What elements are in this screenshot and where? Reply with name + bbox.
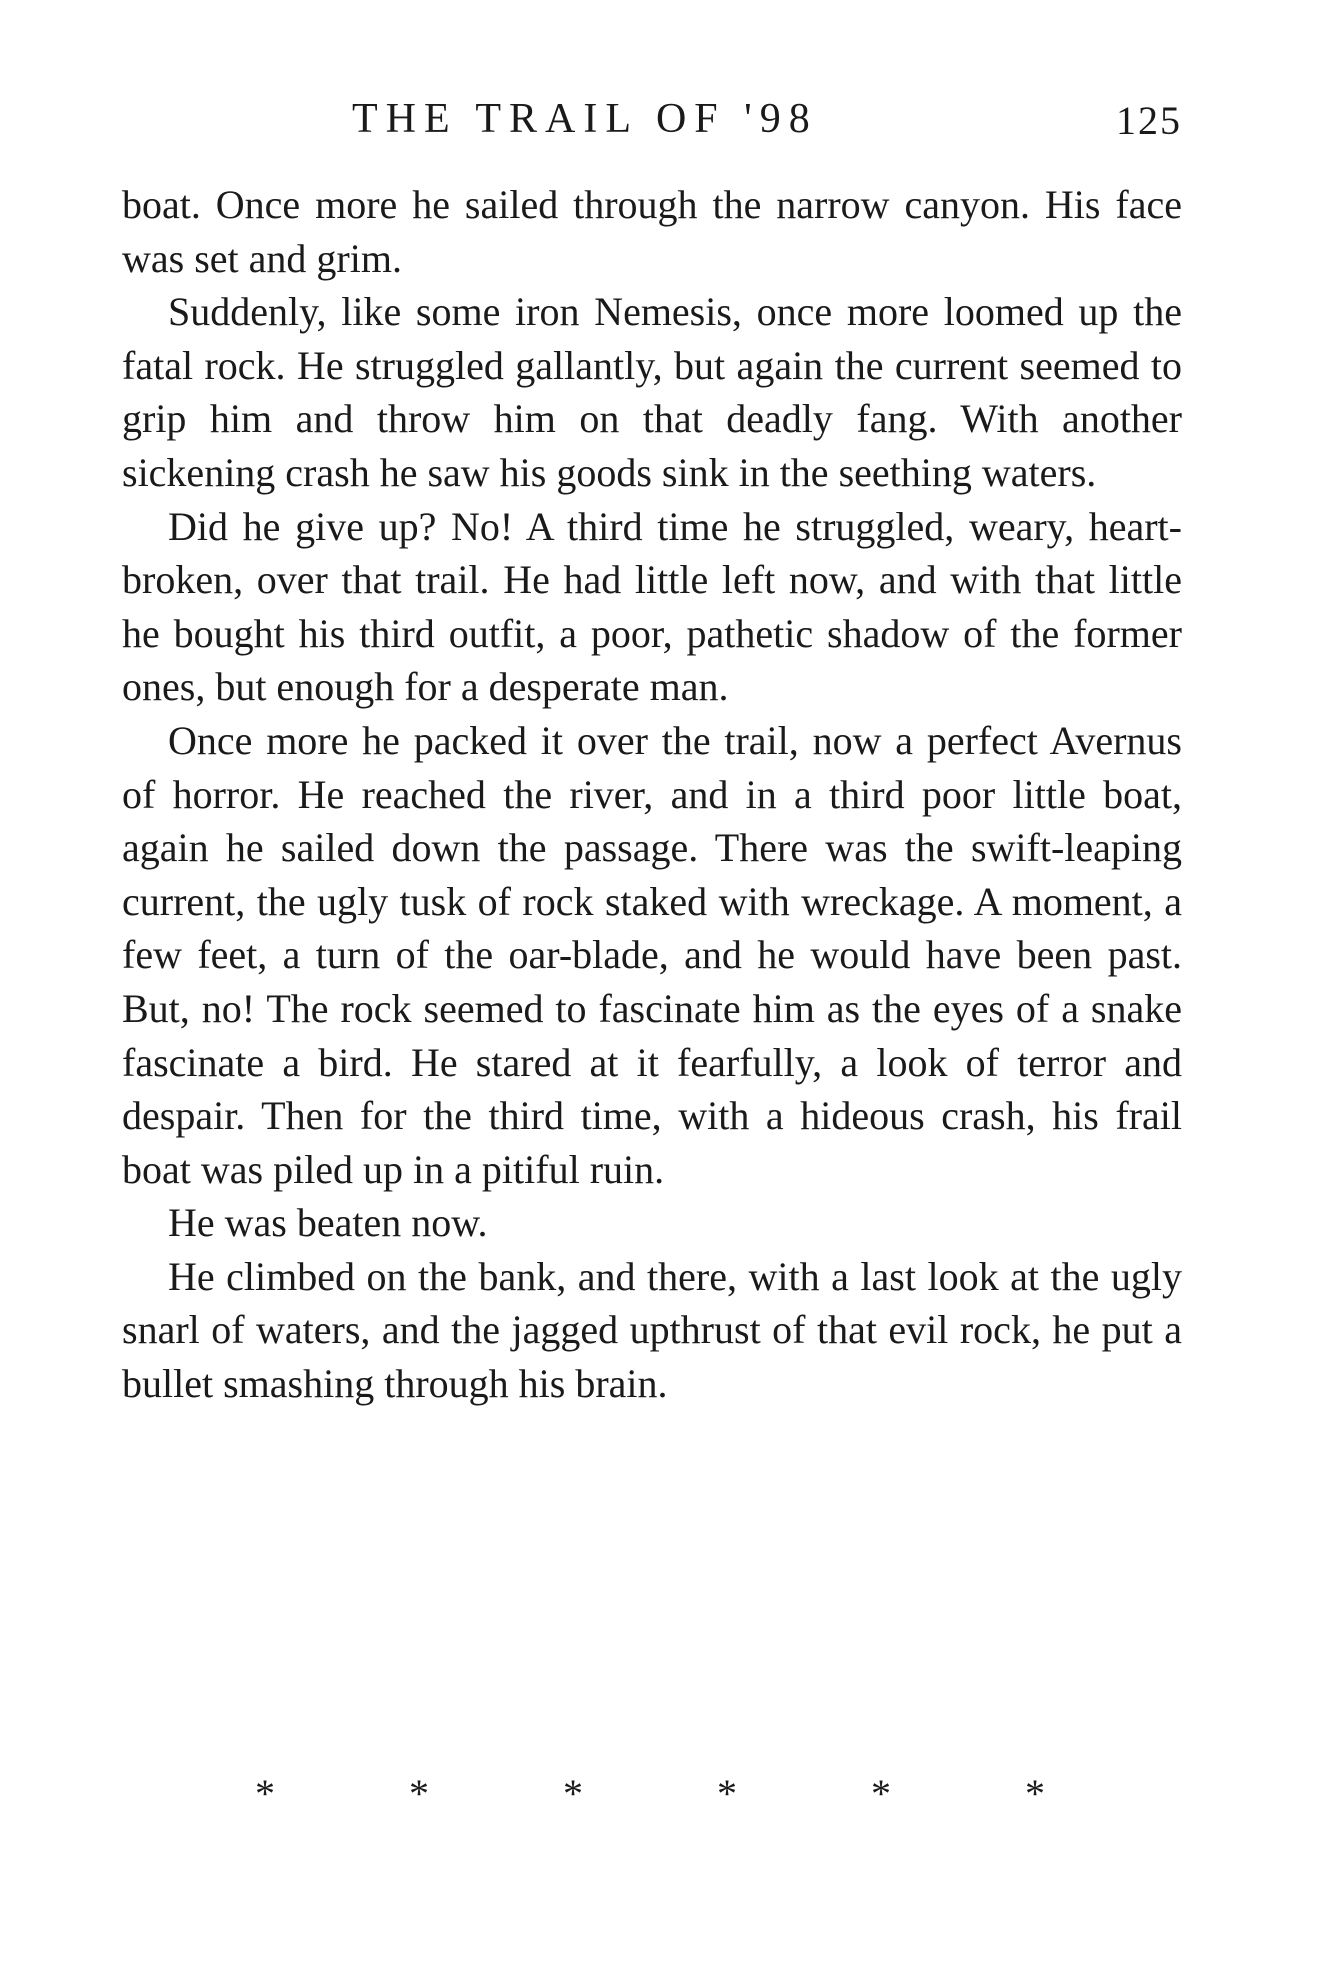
running-head: THE TRAIL OF '98: [352, 96, 818, 142]
asterisk: *: [409, 1771, 429, 1816]
section-break-asterisks: [250, 1770, 1050, 1817]
asterisk: *: [255, 1771, 275, 1816]
asterisk: *: [871, 1771, 891, 1816]
page-number: 125: [1116, 98, 1182, 143]
paragraph-continued: boat. Once more he sailed through the narrow canyon. His face was set and grim.: [122, 182, 1182, 281]
paragraph: He climbed on the bank, and there, with a last look at the ugly snarl of waters, and the jagged upthrust of that evil rock, he put a bullet smashing through his brain.: [122, 1253, 1182, 1407]
paragraph: Once more he packed it over the trail, now a perfect Avernus of horror. He reached the river, and in a third poor little boat, again he sailed down the passage. There was the swift-leaping current, the ugly tusk of rock staked with wreckage. A moment, a few feet, a turn of the oar-blade, and he would have been past. But, no! The rock seemed to fascinate him as the eyes of a snake fascinate a bird. He stared at it fearfully, a look of terror and despair. Then for the third time, with a hideous crash, his frail boat was piled up in a pitiful ruin.: [122, 717, 1182, 1192]
asterisk: *: [563, 1771, 583, 1816]
body-text: [122, 178, 1182, 1411]
paragraph: He was beaten now.: [168, 1200, 488, 1246]
paragraph: Did he give up? No! A third time he struggled, weary, heart-broken, over that trail. He had little left now, and with that little he bought his third outfit, a poor, pathetic shadow of the former ones, but enough for a desperate man.: [122, 503, 1182, 710]
asterisk: *: [717, 1771, 737, 1816]
paragraph: Suddenly, like some iron Nemesis, once more loomed up the fatal rock. He struggled gallantly, but again the current seemed to grip him and throw him on that deadly fang. With another sickening crash he saw his goods sink in the seething waters.: [122, 289, 1182, 495]
asterisk: *: [1025, 1771, 1045, 1816]
page-header: [122, 95, 1182, 155]
